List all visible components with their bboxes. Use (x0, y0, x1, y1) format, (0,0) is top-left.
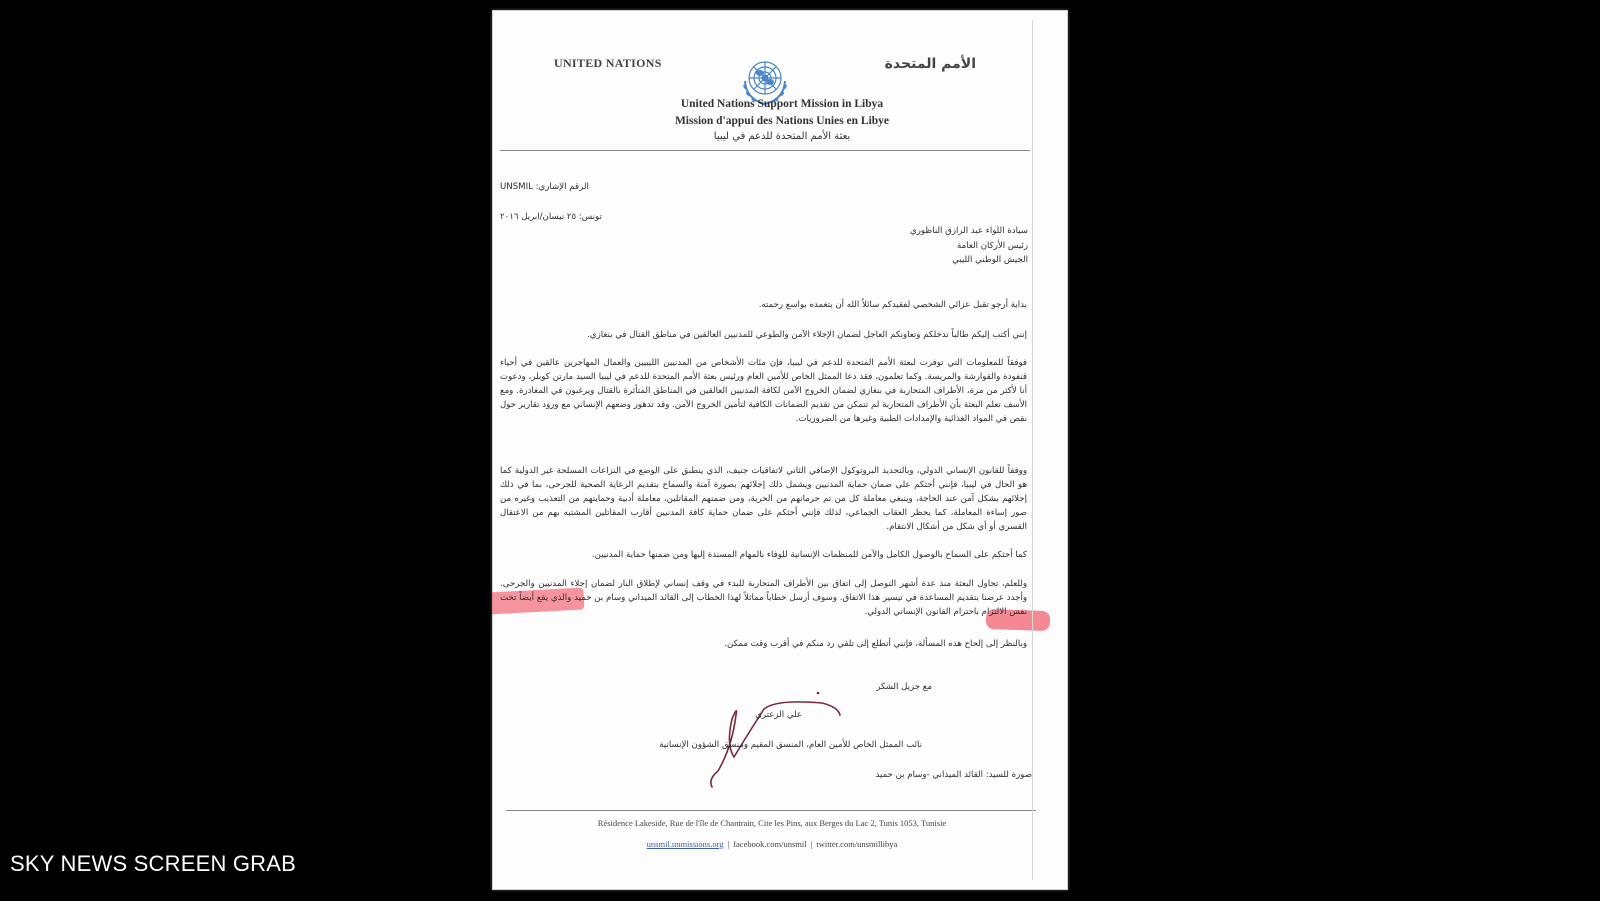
body-paragraph-highlighted: وللعلم، تحاول البعثة منذ عدة أشهر التوصل إلى اتفاق بين الأطراف المتحاربة للبدء في وقف إنساني لإطلاق النار لضمان إجلاء المدنيين والجرحى. وأجدد عرضنا بتقديم المساعدة في تيسير هذا الاتفاق. وسوف أرسل خطاباً مماثلاً لهذا الخطاب إلى القائد الميداني وسام بن حميد والذي يقع أيضاً تحت نفس الالتزام باحترام القانون الإنساني الدولي. (500, 579, 1027, 617)
recipient-block (792, 224, 1028, 268)
reference-label: الرقم الإشاري: (535, 182, 589, 192)
footer-link-facebook[interactable]: facebook.com/unsmil (733, 839, 807, 849)
body-paragraph: إنني أكتب إليكم طالباً تدخلكم وتعاونكم العاجل لضمان الإجلاء الآمن والطوعي للمدنيين العالقين في مناطق القتال في بنغازي. (587, 330, 1027, 340)
header-en: UNITED NATIONS (554, 56, 662, 70)
footer-address: Résidence Lakeside, Rue de l'île de Chantrain, Cite les Pins, aux Berges du Lac 2, Tunis 1053, Tunisie (597, 818, 947, 828)
reference-number (500, 180, 740, 194)
recipient-line: الجيش الوطني الليبي (952, 255, 1028, 265)
recipient-line: سيادة اللواء عبد الرازق الناظوري (910, 226, 1028, 236)
header-ar: الأمم المتحدة (884, 56, 976, 72)
cc-line: صورة للسيد: القائد الميداني -وسام بن حميد (875, 770, 1032, 780)
footer-divider (506, 810, 1036, 811)
letter-page (492, 10, 1068, 890)
mission-name-fr: Mission d'appui des Nations Unies en Libye (674, 115, 890, 127)
signer-title: نائب الممثل الخاص للأمين العام، المنسق المقيم ومنسق الشؤون الإنسانية (659, 740, 922, 750)
footer-link-website[interactable]: unsmil.unmissions.org (646, 839, 724, 849)
footer-links: unsmil.unmissions.org | facebook.com/unsmil | twitter.com/unsmillibya (646, 839, 898, 849)
screen-grab-label: SKY NEWS SCREEN GRAB (10, 851, 296, 876)
mission-name-ar: بعثة الأمم المتحدة للدعم في ليبيا (713, 131, 851, 142)
letter-date: تونس: ٢٥ نيسان/ابريل ٢٠١٦ (500, 212, 602, 222)
body-paragraph: فوفقاً للمعلومات التي توفرت لبعثة الأمم المتحدة للدعم في ليبيا، فإن مئات الأشخاص من المدنيين الليبيين والعمال المهاجرين عالقين في أحياء قنفودة والقوارشة والمريسة. وكما تعلمون، فقد دعا الممثل الخاص للأمين العام ورئيس بعثة الأمم المتحدة للدعم في ليبيا السيد مارتن كوبلر، ودعوت أنا لأكثر من مرة، الأطراف المتحاربة في بنغازي لضمان الخروج الآمن لكافة المدنيين العالقين في المناطق المتأثرة بالقتال ويرغبون في المغادرة. ومع الأسف تعلم البعثة بأن الأطراف المتحاربة لم تتمكن من تقديم الضمانات الكافية لتأمين الخروج الآمن. وقد تدهور وضعهم الإنساني مع ورود تقارير حول نقص في المواد الغذائية والإمدادات الطبية وغيرها من الضروريات. (500, 358, 1027, 424)
body-paragraph: وبالنظر إلى إلحاح هذه المسألة، فإنني أتطلع إلى تلقي رد منكم في أقرب وقت ممكن. (724, 639, 1027, 649)
closing-line: مع جزيل الشكر (876, 682, 932, 692)
reference-value: UNSMIL (500, 182, 533, 192)
body-paragraph: كما أحثكم على السماح بالوصول الكامل والآمن للمنظمات الإنسانية للوفاء بالمهام المسندة إليها ومن ضمنها حماية المدنيين. (591, 550, 1027, 560)
recipient-line: رئيس الأركان العامة (957, 240, 1028, 251)
body-paragraph: ووفقاً للقانون الإنساني الدولي، وبالتحديد البروتوكول الإضافي الثاني لاتفاقيات جنيف، الذي ينطبق على الوضع في النزاعات المسلحة غير الدولية كما هو الحال في ليبيا، فإنني أحثكم على ضمان حماية المدنيين ويشمل ذلك إجلائهم بصورة آمنة والسماح بتقديم الرعاية الصحية للجرحى، بما في ذلك إجلائهم بشكل آمن عند الحاجة، وينبغي معاملة كل من تم حرمانهم من الحرية، ومن ضمنهم المقاتلين، معاملة أدبية وحمايتهم من التعذيب وغيره من صور إساءة المعاملة، كما يحظر العقاب الجماعي، لذلك فإنني أحثكم على ضمان حماية كافة المدنيين أقارب المقاتلين المشتبه بهم من الاعتقال القسري أو أي شكل من أشكال الانتقام. (500, 466, 1027, 532)
footer-link-twitter[interactable]: twitter.com/unsmillibya (816, 839, 898, 849)
mission-name-en: United Nations Support Mission in Libya (680, 98, 884, 110)
opening-paragraph: بداية أرجو تقبل عزائي الشخصي لفقيدكم سائلاً الله أن يتغمده بواسع رحمته. (758, 300, 1027, 310)
header-divider (500, 150, 1030, 151)
signer-name: علي الزعتري (755, 710, 802, 720)
